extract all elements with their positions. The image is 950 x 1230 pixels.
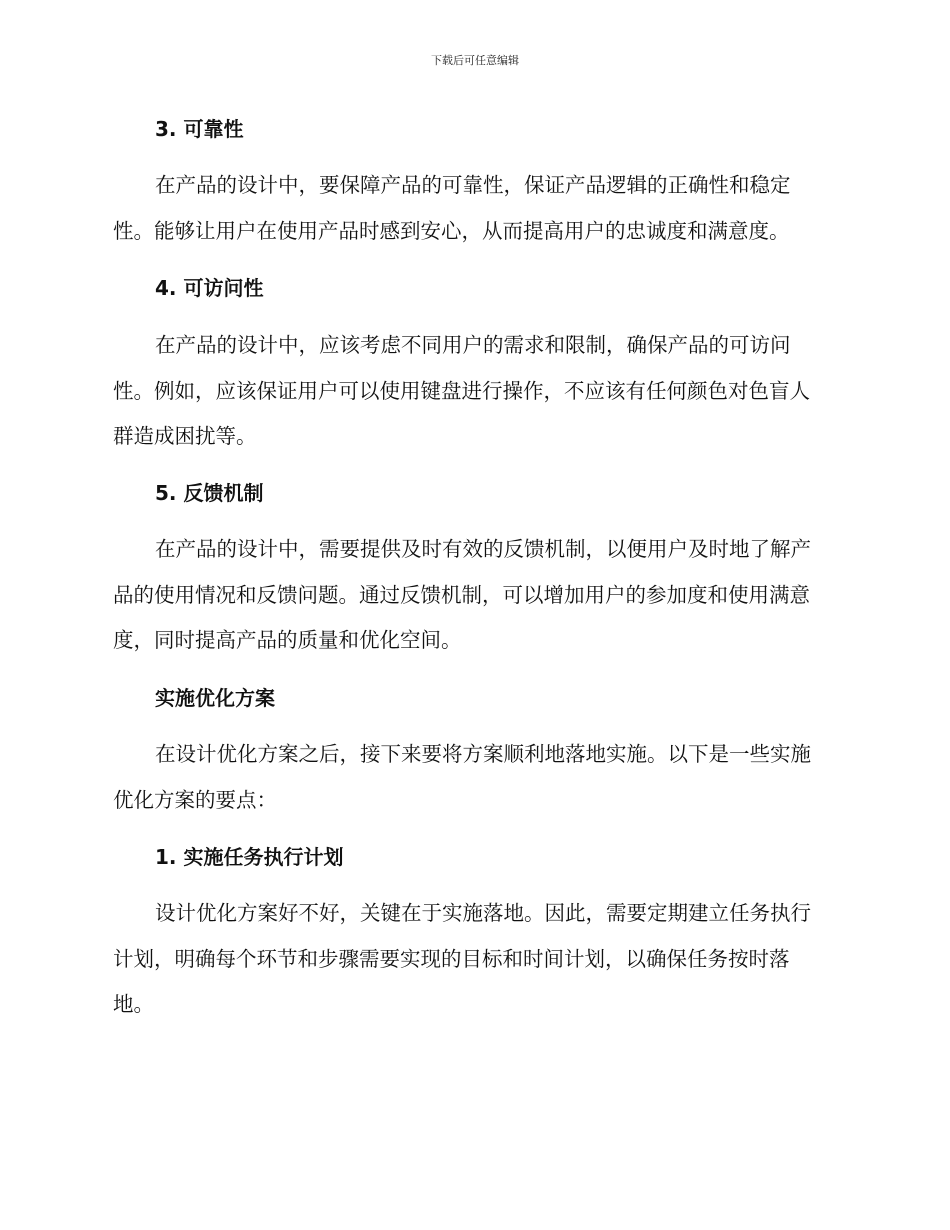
section-paragraph-accessibility: 在产品的设计中，应该考虑不同用户的需求和限制，确保产品的可访问性。例如，应该保证用户可以使用键盘进行操作，不应该有任何颜色对色盲人群造成困扰等。 <box>113 333 810 448</box>
section-heading-feedback: 5. 反馈机制 <box>155 481 264 505</box>
page-header: 下载后可任意编辑 <box>431 54 519 67</box>
section-paragraph-feedback: 在产品的设计中，需要提供及时有效的反馈机制，以便用户及时地了解产品的使用情况和反馈问题。通过反馈机制，可以增加用户的参加度和使用满意度，同时提高产品的质量和优化空间。 <box>113 537 811 652</box>
section-heading-implementation: 实施优化方案 <box>155 686 275 710</box>
section-paragraph-task-plan: 设计优化方案好不好，关键在于实施落地。因此，需要定期建立任务执行计划，明确每个环节和步骤需要实现的目标和时间计划，以确保任务按时落地。 <box>113 901 811 1016</box>
section-paragraph-reliability: 在产品的设计中，要保障产品的可靠性，保证产品逻辑的正确性和稳定性。能够让用户在使用产品时感到安心，从而提高用户的忠诚度和满意度。 <box>113 173 791 243</box>
section-heading-reliability: 3. 可靠性 <box>155 117 244 141</box>
section-paragraph-implementation: 在设计优化方案之后，接下来要将方案顺利地落地实施。以下是一些实施优化方案的要点： <box>113 742 811 812</box>
section-heading-accessibility: 4. 可访问性 <box>155 276 264 300</box>
section-heading-task-plan: 1. 实施任务执行计划 <box>155 845 344 869</box>
